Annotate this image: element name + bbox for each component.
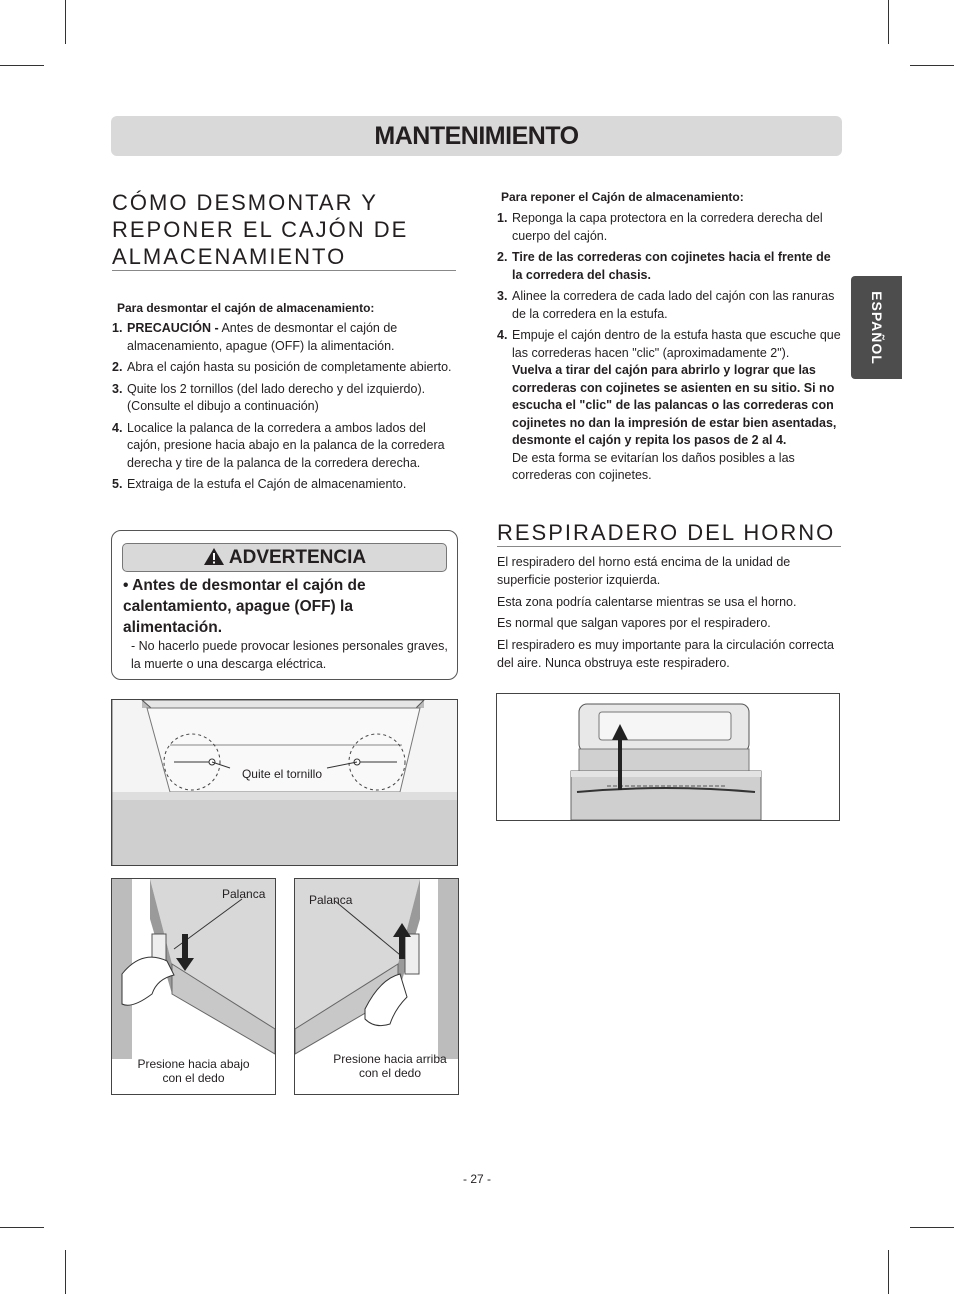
crop-mark xyxy=(65,0,66,44)
vent-paragraph: Es normal que salgan vapores por el respiradero. xyxy=(497,616,771,630)
list-item: 3. Alinee la corredera de cada lado del cajón con las ranuras de la corredera en la estufa. xyxy=(497,289,835,321)
figure-caption: Quite el tornillo xyxy=(241,767,323,781)
crop-mark xyxy=(910,1227,954,1228)
page-title: MANTENIMIENTO xyxy=(111,116,842,156)
section-heading-vent: RESPIRADERO DEL HORNO xyxy=(497,519,841,547)
oven-vent-illustration xyxy=(497,694,839,820)
crop-mark xyxy=(888,1250,889,1294)
list-item: 4. Localice la palanca de la corredera a ambos lados del cajón, presione hacia abajo en la palanca de la corredera derecha y tire de la palanca de la corredera derecha. xyxy=(112,420,445,470)
heading-line: REPONER EL CAJÓN DE xyxy=(112,217,409,242)
remove-subheading: Para desmontar el cajón de almacenamiento: xyxy=(117,301,375,315)
warning-note: - No hacerlo puede provocar lesiones personales graves, la muerte o una descarga eléctrica. xyxy=(131,639,448,671)
drawer-screws-illustration xyxy=(112,700,457,865)
list-item: 2. Abra el cajón hasta su posición de completamente abierto. xyxy=(112,360,452,374)
crop-mark xyxy=(0,65,44,66)
warning-box xyxy=(111,530,458,680)
reinstall-steps xyxy=(497,210,843,489)
section-heading-drawer xyxy=(112,189,456,271)
page-number: - 27 - xyxy=(462,1172,491,1186)
vent-paragraph: Esta zona podría calentarse mientras se usa el horno. xyxy=(497,595,797,609)
reinstall-subheading: Para reponer el Cajón de almacenamiento: xyxy=(501,190,744,204)
list-item: 3. Quite los 2 tornillos (del lado derecho y del izquierdo). (Consulte el dibujo a continuación) xyxy=(112,381,426,413)
figure-lever-up xyxy=(294,878,459,1095)
language-tab xyxy=(851,276,902,379)
figure-caption: Presione hacia abajo con el dedo xyxy=(137,1057,250,1085)
list-item: 1. PRECAUCIÓN - Antes de desmontar el cajón de almacenamiento, apague (OFF) la alimentación. xyxy=(112,321,398,353)
figure-remove-screws xyxy=(111,699,458,866)
warning-triangle-icon xyxy=(203,547,225,566)
lever-label: Palanca xyxy=(309,893,353,907)
language-tab-label: ESPAÑOL xyxy=(868,290,885,365)
warning-bullet: • Antes de desmontar el cajón de calentamiento, apague (OFF) la alimentación. xyxy=(123,577,366,636)
crop-mark xyxy=(910,65,954,66)
list-item: 4. Empuje el cajón dentro de la estufa hasta que escuche que las correderas hacen "clic" (aproximadamente 2"). Vuelva a tirar del cajón para abrirlo y lograr que las correderas con cojinetes se asienten en su sitio. Si no escucha el "clic" de las palancas o las correderas con cojinetes no dan la impresión de estar bien asentadas, desmonte el cajón y repita los pasos de 2 al 4. De esta forma se evitarían los daños posibles a las correderas con cojinetes. xyxy=(497,328,841,482)
figure-caption: Presione hacia arriba con el dedo xyxy=(333,1052,447,1080)
list-item: 1. Reponga la capa protectora en la corredera derecha del cuerpo del cajón. xyxy=(497,211,823,243)
list-item: 5. Extraiga de la estufa el Cajón de almacenamiento. xyxy=(112,477,407,491)
list-item: 2. Tire de las correderas con cojinetes hacia el frente de la corredera del chasis. xyxy=(497,250,831,282)
vent-paragraph: El respiradero es muy importante para la circulación correcta del aire. Nunca obstruya este respiradero. xyxy=(497,638,834,670)
figure-lever-down xyxy=(111,878,276,1095)
crop-mark xyxy=(0,1227,44,1228)
warning-header xyxy=(122,543,447,572)
heading-line: ALMACENAMIENTO xyxy=(112,244,347,269)
lever-label: Palanca xyxy=(222,887,266,901)
remove-steps xyxy=(112,320,454,498)
crop-mark xyxy=(888,0,889,44)
figure-oven-vent xyxy=(496,693,840,821)
vent-paragraph: El respiradero del horno está encima de la unidad de superficie posterior izquierda. xyxy=(497,555,791,587)
warning-title: ADVERTENCIA xyxy=(228,547,367,568)
crop-mark xyxy=(65,1250,66,1294)
heading-line: CÓMO DESMONTAR Y xyxy=(112,190,378,215)
